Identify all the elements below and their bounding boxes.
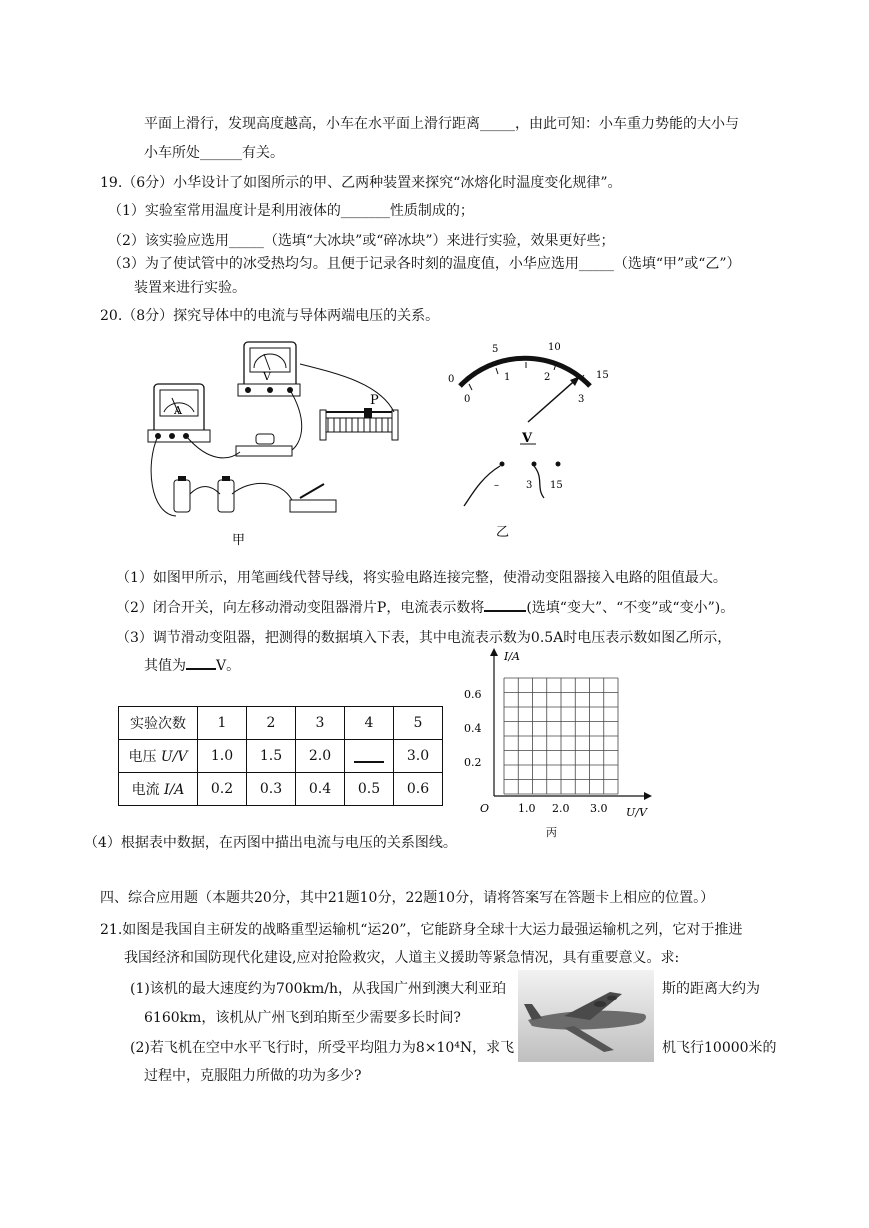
graph-grid	[504, 678, 618, 794]
answer-blank-voltage-value[interactable]	[186, 668, 216, 670]
table-row-voltage	[119, 740, 443, 773]
transport-aircraft-image	[518, 970, 654, 1062]
outer-scale-5: 5	[492, 344, 499, 355]
table-header-cell: 4	[345, 707, 394, 740]
rheostat	[320, 393, 398, 440]
q21-part1c: 6160km，该机从广州飞到珀斯至少需要多长时间?	[144, 1010, 461, 1026]
xtick-3.0: 3.0	[590, 802, 608, 815]
table-cell: 3.0	[394, 740, 443, 773]
graph-xlabel: U/V	[626, 806, 647, 819]
table-header-cell: 2	[247, 707, 296, 740]
ytick-0.4: 0.4	[464, 722, 482, 735]
graph-caption: 丙	[546, 826, 557, 839]
xtick-2.0: 2.0	[552, 802, 570, 815]
table-header-cell: 1	[198, 707, 247, 740]
table-cell: 0.2	[198, 773, 247, 806]
outer-scale-10: 10	[548, 342, 561, 353]
graph-ylabel: I/A	[504, 650, 520, 663]
section4-title: 四、综合应用题（本题共20分，其中21题10分，22题10分，请将答案写在答题卡上相应的位置。）	[100, 890, 715, 906]
graph-origin: O	[480, 802, 490, 815]
q20-title: 20.（8分）探究导体中的电流与导体两端电压的关系。	[100, 308, 440, 324]
inner-scale-1: 1	[504, 372, 511, 383]
q21-part1b: 斯的距离大约为	[662, 981, 760, 997]
q21-part2c: 过程中，克服阻力所做的功为多少?	[144, 1068, 362, 1084]
q21-line1: 21.如图是我国自主研发的战略重型运输机“运20”，它能跻身全球十大运力最强运输机之列，它对于推进	[100, 922, 743, 938]
table-header-cell: 3	[296, 707, 345, 740]
data-table	[118, 706, 443, 806]
table-header-cell: 实验次数	[119, 707, 198, 740]
q19-part3b: 装置来进行实验。	[134, 280, 246, 296]
figure-yi-caption: 乙	[496, 525, 510, 540]
table-cell: 0.3	[247, 773, 296, 806]
row-label-voltage: 电压 U/V	[119, 740, 198, 773]
terminal-15: 15	[550, 480, 563, 491]
q18-line1: 平面上滑行，发现高度越高，小车在水平面上滑行距离_____，由此可知：小车重力势能的大小与	[144, 116, 739, 132]
voltmeter-label: V	[263, 370, 271, 383]
answer-blank-current-trend[interactable]	[484, 610, 526, 612]
q19-part2: （2）该实验应选用_____（选填“大冰块”或“碎冰块”）来进行实验，效果更好些；	[108, 233, 615, 249]
q20-part1: （1）如图甲所示，用笔画线代替导线，将实验电路连接完整，使滑动变阻器接入电路的阻值最大。	[116, 570, 727, 586]
blank-graph-bing[interactable]	[460, 644, 660, 840]
table-cell: 1.5	[247, 740, 296, 773]
q20-part4: （4）根据表中数据，在丙图中描出电流与电压的关系图线。	[84, 835, 457, 851]
q19-part3a: （3）为了使试管中的冰受热均匀。且便于记录各时刻的温度值，小华应选用_____（选填“甲”或“乙”）	[108, 256, 741, 272]
q21-part2a: (2)若飞机在空中水平飞行时，所受平均阻力为8×10⁴N，求飞	[130, 1040, 515, 1056]
xtick-1.0: 1.0	[518, 802, 536, 815]
q20-part2: （2）闭合开关，向左移动滑动变阻器滑片P，电流表示数将 (选填“变大”、“不变”或“变小”)。	[116, 600, 735, 616]
table-cell: 0.4	[296, 773, 345, 806]
q20-part3-line2: 其值为 V。	[144, 658, 241, 674]
table-header-row	[119, 707, 443, 740]
row-label-current: 电流 I/A	[119, 773, 198, 806]
table-cell: 1.0	[198, 740, 247, 773]
terminal-minus: –	[494, 480, 499, 491]
outer-scale-15: 15	[596, 370, 609, 381]
table-cell: 0.5	[345, 773, 394, 806]
circuit-figure-jia	[140, 334, 420, 549]
q21-part2b: 机飞行10000米的	[662, 1040, 777, 1056]
inner-scale-3: 3	[578, 394, 585, 405]
voltmeter-dial-figure-yi	[440, 338, 620, 543]
figure-jia-caption: 甲	[232, 533, 246, 548]
ytick-0.2: 0.2	[464, 756, 482, 769]
outer-scale-0: 0	[448, 374, 455, 385]
q18-line2: 小车所处______有关。	[144, 145, 284, 161]
table-cell: 0.6	[394, 773, 443, 806]
inner-scale-0: 0	[464, 394, 471, 405]
table-cell-blank[interactable]	[345, 740, 394, 773]
table-header-cell: 5	[394, 707, 443, 740]
q21-part1a: (1)该机的最大速度约为700km/h，从我国广州到澳大利亚珀	[130, 981, 507, 997]
table-cell: 2.0	[296, 740, 345, 773]
q19-part1: （1）实验室常用温度计是利用液体的_______性质制成的；	[108, 203, 474, 219]
terminal-3: 3	[526, 480, 533, 491]
table-row-current	[119, 773, 443, 806]
inner-scale-2: 2	[544, 372, 551, 383]
voltmeter	[238, 342, 300, 396]
q21-line2: 我国经济和国防现代化建设,应对抢险救灾，人道主义援助等紧急情况，具有重要意义。求:	[124, 950, 680, 966]
q19-title: 19.（6分）小华设计了如图所示的甲、乙两种装置来探究“冰熔化时温度变化规律”。	[100, 175, 622, 191]
dial-meter-label: V	[522, 431, 533, 446]
slider-label: P	[370, 393, 379, 408]
q20-part3: （3）调节滑动变阻器，把测得的数据填入下表，其中电流表示数为0.5A时电压表示数如图乙所示，	[116, 630, 732, 646]
ammeter-label: A	[174, 404, 182, 417]
ammeter	[148, 384, 210, 442]
ytick-0.6: 0.6	[464, 688, 482, 701]
